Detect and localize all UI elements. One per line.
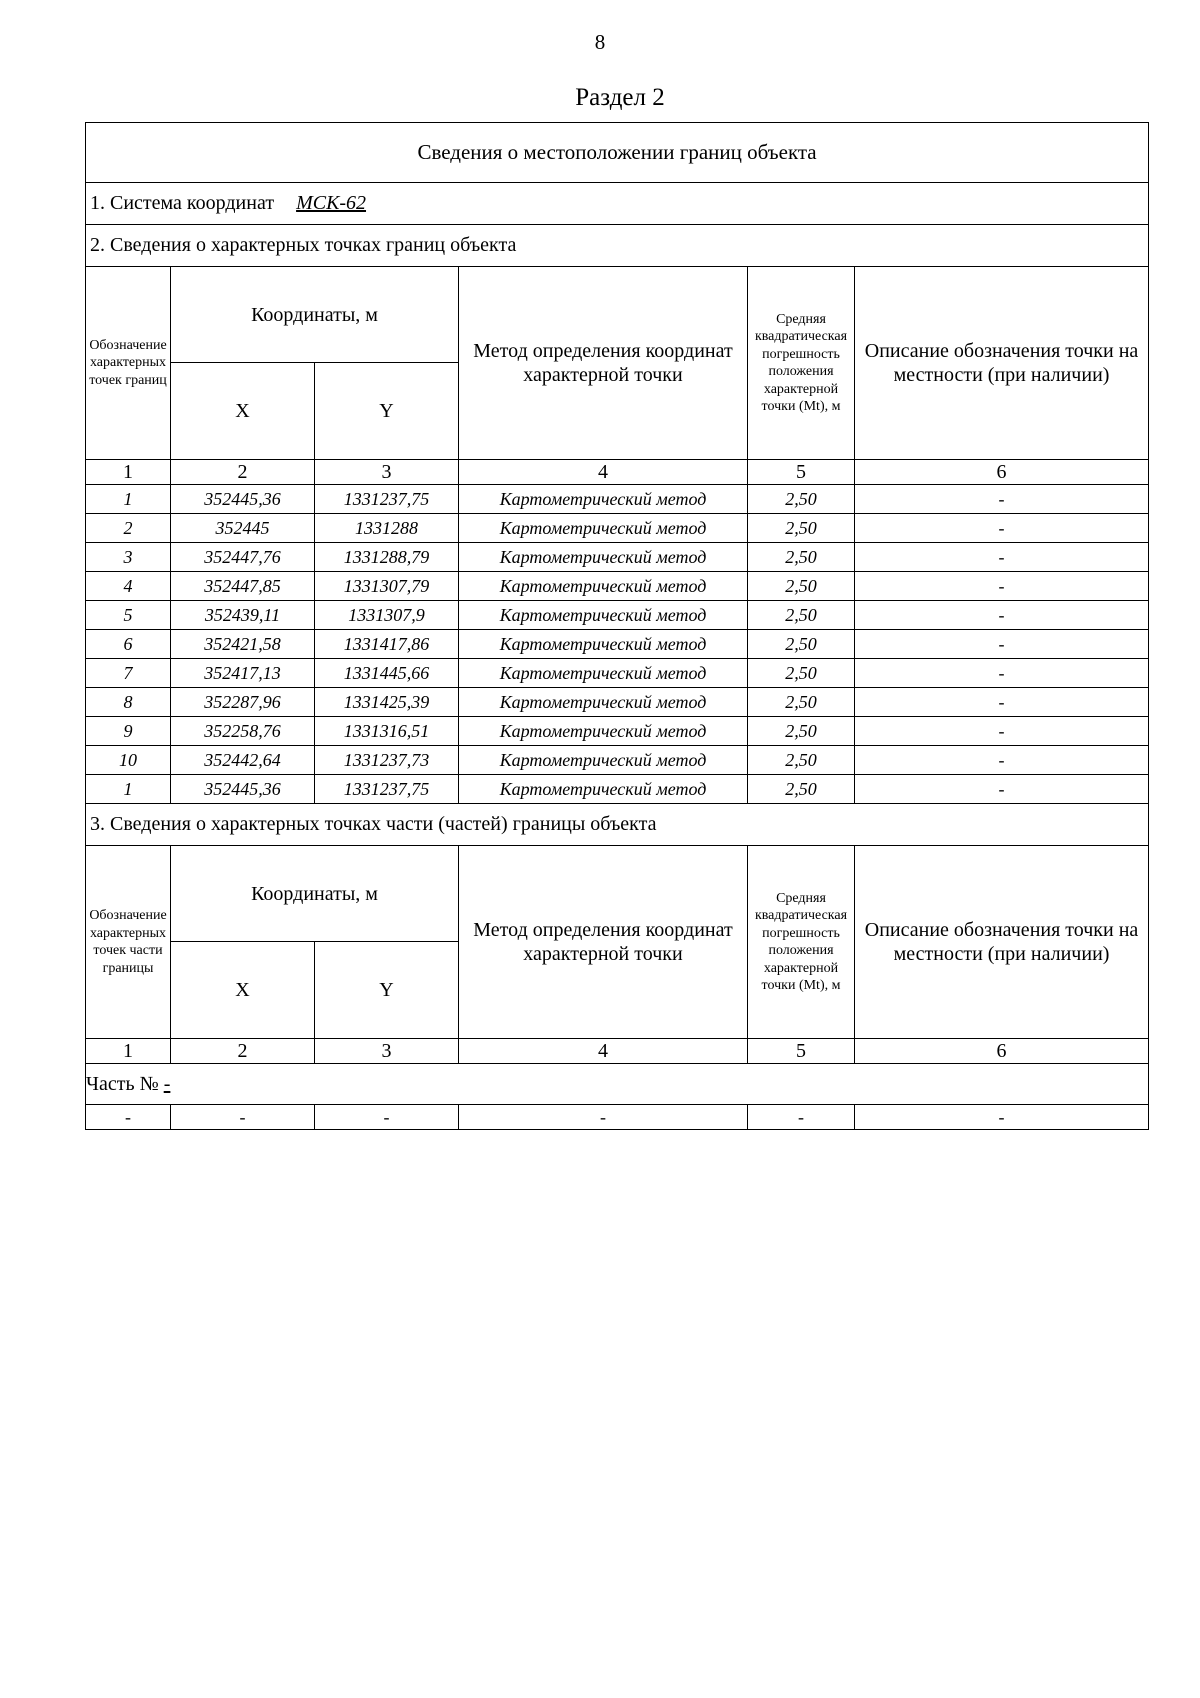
point-id: 9 bbox=[86, 717, 171, 746]
column-numbers-row bbox=[86, 460, 1149, 485]
point-description: - bbox=[855, 746, 1149, 775]
point-method: Картометрический метод bbox=[459, 543, 748, 572]
column-number: 5 bbox=[748, 1039, 855, 1064]
point-error: 2,50 bbox=[748, 746, 855, 775]
part-cell: - bbox=[86, 1105, 171, 1130]
point-method: Картометрический метод bbox=[459, 514, 748, 543]
point-method: Картометрический метод bbox=[459, 601, 748, 630]
point-y: 1331237,73 bbox=[315, 746, 459, 775]
section3-title-row bbox=[86, 804, 1149, 846]
point-description: - bbox=[855, 775, 1149, 804]
point-error: 2,50 bbox=[748, 601, 855, 630]
point-error: 2,50 bbox=[748, 688, 855, 717]
column-number: 1 bbox=[86, 1039, 171, 1064]
point-error: 2,50 bbox=[748, 572, 855, 601]
table-row bbox=[86, 688, 1149, 717]
part-cell: - bbox=[171, 1105, 315, 1130]
column-number: 2 bbox=[171, 460, 315, 485]
point-id: 1 bbox=[86, 775, 171, 804]
point-error: 2,50 bbox=[748, 775, 855, 804]
point-description: - bbox=[855, 514, 1149, 543]
part-cell: - bbox=[855, 1105, 1149, 1130]
table-row bbox=[86, 659, 1149, 688]
point-method: Картометрический метод bbox=[459, 659, 748, 688]
table-row bbox=[86, 746, 1149, 775]
table-title-row bbox=[86, 123, 1149, 183]
point-y: 1331237,75 bbox=[315, 775, 459, 804]
point-description: - bbox=[855, 688, 1149, 717]
header-point-designation: Обозначение характерных точек границ bbox=[86, 267, 171, 460]
point-method: Картометрический метод bbox=[459, 630, 748, 659]
point-error: 2,50 bbox=[748, 485, 855, 514]
point-error: 2,50 bbox=[748, 630, 855, 659]
section2-title: 2. Сведения о характерных точках границ объекта bbox=[86, 225, 1149, 267]
table-row bbox=[86, 485, 1149, 514]
point-error: 2,50 bbox=[748, 514, 855, 543]
part-number-row bbox=[86, 1064, 1149, 1105]
point-x: 352445 bbox=[171, 514, 315, 543]
header-x: X bbox=[171, 363, 315, 460]
section2-title-row bbox=[86, 225, 1149, 267]
point-y: 1331425,39 bbox=[315, 688, 459, 717]
column-number: 6 bbox=[855, 460, 1149, 485]
column-number: 6 bbox=[855, 1039, 1149, 1064]
point-description: - bbox=[855, 601, 1149, 630]
point-id: 5 bbox=[86, 601, 171, 630]
point-id: 2 bbox=[86, 514, 171, 543]
point-y: 1331417,86 bbox=[315, 630, 459, 659]
part-cell: - bbox=[459, 1105, 748, 1130]
section3-title: 3. Сведения о характерных точках части (частей) границы объекта bbox=[86, 804, 1149, 846]
table-row bbox=[86, 601, 1149, 630]
point-id: 8 bbox=[86, 688, 171, 717]
section-title: Раздел 2 bbox=[575, 84, 665, 111]
point-error: 2,50 bbox=[748, 717, 855, 746]
point-description: - bbox=[855, 659, 1149, 688]
table-row bbox=[86, 775, 1149, 804]
part-number bbox=[86, 1064, 1149, 1105]
point-id: 10 bbox=[86, 746, 171, 775]
header-description: Описание обозначения точки на местности (при наличии) bbox=[855, 846, 1149, 1039]
point-method: Картометрический метод bbox=[459, 485, 748, 514]
point-x: 352421,58 bbox=[171, 630, 315, 659]
point-x: 352445,36 bbox=[171, 485, 315, 514]
table-row bbox=[86, 543, 1149, 572]
point-y: 1331307,79 bbox=[315, 572, 459, 601]
point-x: 352287,96 bbox=[171, 688, 315, 717]
coord-system-value: МСК-62 bbox=[296, 192, 367, 214]
table-row bbox=[86, 514, 1149, 543]
header-y: Y bbox=[315, 942, 459, 1039]
coord-system-label: 1. Система координат bbox=[90, 192, 275, 214]
table-row bbox=[86, 630, 1149, 659]
point-description: - bbox=[855, 543, 1149, 572]
header-x: X bbox=[171, 942, 315, 1039]
point-y: 1331316,51 bbox=[315, 717, 459, 746]
header-row-top-sec3 bbox=[86, 846, 1149, 942]
part-cell: - bbox=[315, 1105, 459, 1130]
point-description: - bbox=[855, 485, 1149, 514]
part-number-value: - bbox=[163, 1072, 171, 1095]
header-mean-error: Средняя квадратическая погрешность положения характерной точки (Mt), м bbox=[748, 846, 855, 1039]
point-x: 352445,36 bbox=[171, 775, 315, 804]
point-description: - bbox=[855, 630, 1149, 659]
header-row-top bbox=[86, 267, 1149, 363]
point-x: 352417,13 bbox=[171, 659, 315, 688]
point-id: 4 bbox=[86, 572, 171, 601]
coord-system bbox=[86, 183, 1149, 225]
point-x: 352447,85 bbox=[171, 572, 315, 601]
point-id: 7 bbox=[86, 659, 171, 688]
point-id: 3 bbox=[86, 543, 171, 572]
column-number: 1 bbox=[86, 460, 171, 485]
point-description: - bbox=[855, 572, 1149, 601]
column-number: 5 bbox=[748, 460, 855, 485]
header-coordinates: Координаты, м bbox=[171, 267, 459, 363]
point-error: 2,50 bbox=[748, 659, 855, 688]
header-method: Метод определения координат характерной точки bbox=[459, 267, 748, 460]
part-cell: - bbox=[748, 1105, 855, 1130]
table-row bbox=[86, 717, 1149, 746]
boundary-table bbox=[85, 122, 1149, 1130]
point-id: 6 bbox=[86, 630, 171, 659]
header-part-point-designation: Обозначение характерных точек части границы bbox=[86, 846, 171, 1039]
point-method: Картометрический метод bbox=[459, 688, 748, 717]
column-number: 3 bbox=[315, 1039, 459, 1064]
coord-system-row bbox=[86, 183, 1149, 225]
point-y: 1331288 bbox=[315, 514, 459, 543]
point-y: 1331288,79 bbox=[315, 543, 459, 572]
point-id: 1 bbox=[86, 485, 171, 514]
header-coordinates: Координаты, м bbox=[171, 846, 459, 942]
point-method: Картометрический метод bbox=[459, 775, 748, 804]
column-numbers-row bbox=[86, 1039, 1149, 1064]
point-description: - bbox=[855, 717, 1149, 746]
point-y: 1331307,9 bbox=[315, 601, 459, 630]
header-description: Описание обозначения точки на местности (при наличии) bbox=[855, 267, 1149, 460]
page-number: 8 bbox=[594, 30, 606, 54]
point-method: Картометрический метод bbox=[459, 717, 748, 746]
column-number: 4 bbox=[459, 460, 748, 485]
column-number: 4 bbox=[459, 1039, 748, 1064]
point-x: 352447,76 bbox=[171, 543, 315, 572]
header-mean-error: Средняя квадратическая погрешность положения характерной точки (Mt), м bbox=[748, 267, 855, 460]
header-method: Метод определения координат характерной точки bbox=[459, 846, 748, 1039]
point-x: 352442,64 bbox=[171, 746, 315, 775]
table-title: Сведения о местоположении границ объекта bbox=[86, 123, 1149, 183]
point-method: Картометрический метод bbox=[459, 746, 748, 775]
point-error: 2,50 bbox=[748, 543, 855, 572]
header-y: Y bbox=[315, 363, 459, 460]
point-x: 352258,76 bbox=[171, 717, 315, 746]
point-method: Картометрический метод bbox=[459, 572, 748, 601]
column-number: 3 bbox=[315, 460, 459, 485]
table-row bbox=[86, 572, 1149, 601]
table-row bbox=[86, 1105, 1149, 1130]
column-number: 2 bbox=[171, 1039, 315, 1064]
part-number-label: Часть № bbox=[86, 1072, 159, 1095]
point-y: 1331445,66 bbox=[315, 659, 459, 688]
point-y: 1331237,75 bbox=[315, 485, 459, 514]
point-x: 352439,11 bbox=[171, 601, 315, 630]
